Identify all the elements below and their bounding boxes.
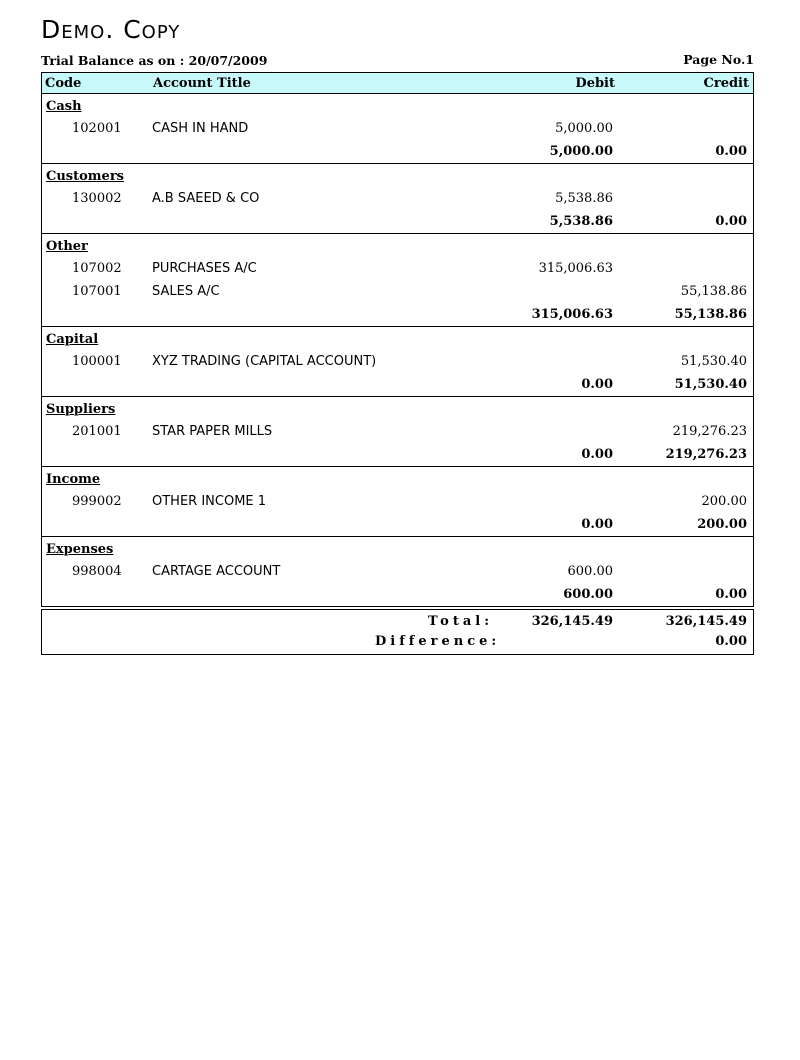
account-title: OTHER INCOME 1 [152,494,267,509]
group-total-debit: 0.00 [581,517,613,532]
account-row [42,420,753,443]
account-debit: 5,000.00 [555,121,613,136]
account-title: XYZ TRADING (CAPITAL ACCOUNT) [152,354,377,369]
account-row [42,490,753,513]
group-subtotal-row [42,583,753,606]
group-total-credit: 200.00 [697,517,747,532]
account-row [42,117,753,140]
group-name: Cash [46,99,82,114]
group-name: Capital [46,332,99,347]
account-row [42,257,753,280]
account-title: CARTAGE ACCOUNT [152,564,281,579]
group-name: Other [46,239,88,254]
group-total-debit: 5,538.86 [549,214,613,229]
trial-balance-report [41,72,754,655]
group-name-row [42,327,753,350]
totals-section [41,609,754,655]
group-total-debit: 0.00 [581,377,613,392]
group-total-credit: 219,276.23 [665,447,747,462]
page-number: Page No.1 [683,52,754,67]
account-title: A.B SAEED & CO [152,191,260,206]
col-header-account-title: Account Title [153,76,251,91]
account-group [42,467,753,537]
group-name-row [42,94,753,117]
account-code: 201001 [72,424,122,439]
col-header-code: Code [45,76,82,91]
account-code: 107002 [72,261,122,276]
report-title: Trial Balance as on : 20/07/2009 [41,53,268,68]
total-label: Total: [428,614,494,629]
group-total-credit: 55,138.86 [674,307,747,322]
account-title: PURCHASES A/C [152,261,257,276]
total-credit: 326,145.49 [665,614,747,629]
group-name: Expenses [46,542,114,557]
col-header-debit: Debit [575,76,615,91]
account-row [42,560,753,583]
difference-value: 0.00 [715,634,747,649]
group-name-row [42,164,753,187]
group-subtotal-row [42,303,753,326]
account-group [42,327,753,397]
account-group [42,234,753,327]
total-debit: 326,145.49 [531,614,613,629]
group-total-credit: 0.00 [715,214,747,229]
account-debit: 5,538.86 [555,191,613,206]
group-total-credit: 51,530.40 [674,377,747,392]
account-title: STAR PAPER MILLS [152,424,273,439]
account-code: 999002 [72,494,122,509]
account-groups [41,94,754,607]
account-credit: 219,276.23 [672,424,747,439]
account-credit: 200.00 [701,494,747,509]
group-subtotal-row [42,210,753,233]
account-code: 998004 [72,564,122,579]
account-credit: 55,138.86 [680,284,747,299]
group-name-row [42,397,753,420]
account-title: CASH IN HAND [152,121,249,136]
account-title: SALES A/C [152,284,220,299]
group-name-row [42,467,753,490]
group-subtotal-row [42,140,753,163]
difference-label: Difference: [375,634,501,649]
group-subtotal-row [42,443,753,466]
account-row [42,280,753,303]
col-header-credit: Credit [703,76,749,91]
company-name: Demo. Copy [41,15,181,44]
group-subtotal-row [42,373,753,396]
group-name: Customers [46,169,124,184]
group-total-debit: 5,000.00 [549,144,613,159]
group-total-debit: 600.00 [563,587,613,602]
account-group [42,94,753,164]
account-code: 107001 [72,284,122,299]
group-subtotal-row [42,513,753,536]
table-header [41,72,754,94]
account-group [42,164,753,234]
group-name-row [42,234,753,257]
account-code: 130002 [72,191,122,206]
account-code: 100001 [72,354,122,369]
account-code: 102001 [72,121,122,136]
account-group [42,397,753,467]
account-group [42,537,753,607]
account-row [42,187,753,210]
group-total-debit: 315,006.63 [531,307,613,322]
group-total-credit: 0.00 [715,144,747,159]
account-row [42,350,753,373]
group-name-row [42,537,753,560]
account-credit: 51,530.40 [680,354,747,369]
group-name: Suppliers [46,402,116,417]
group-total-credit: 0.00 [715,587,747,602]
account-debit: 315,006.63 [538,261,613,276]
group-name: Income [46,472,101,487]
group-total-debit: 0.00 [581,447,613,462]
account-debit: 600.00 [567,564,613,579]
